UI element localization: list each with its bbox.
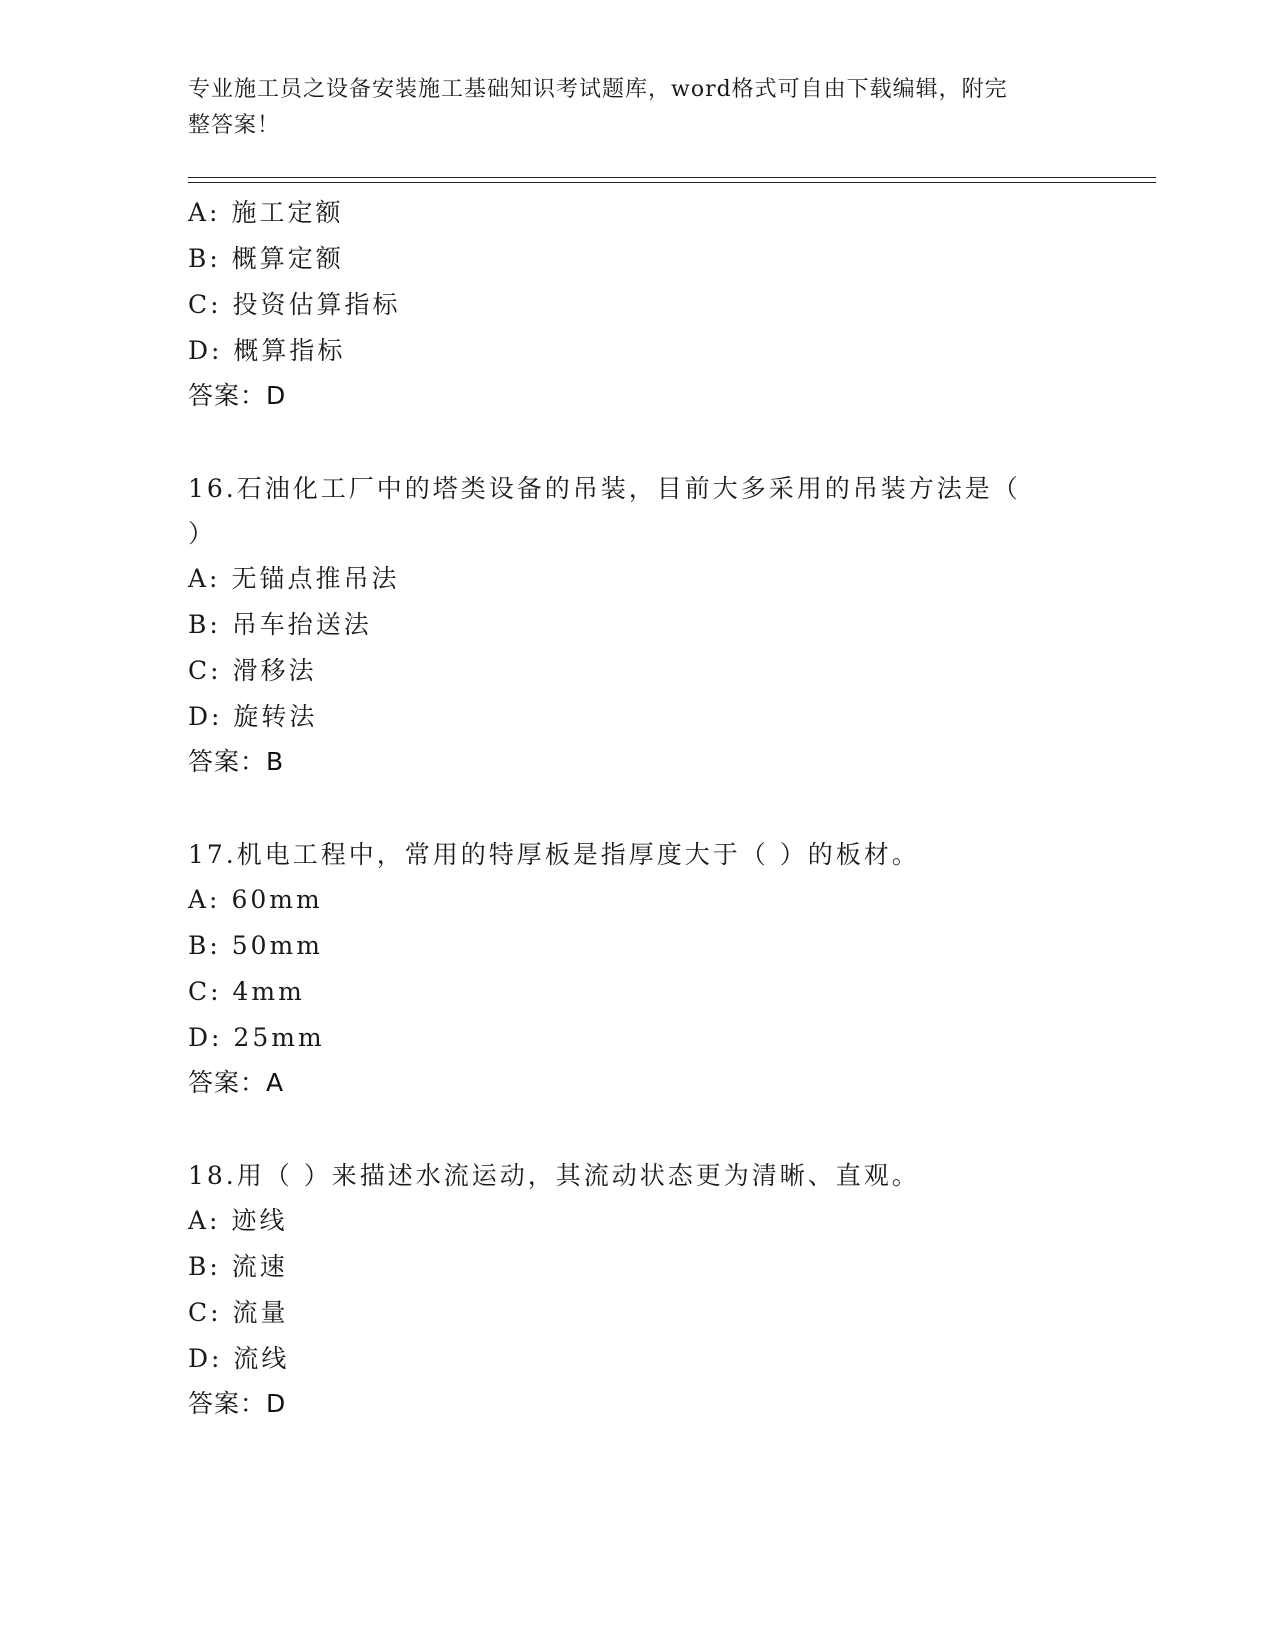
header-divider-bottom (188, 182, 1156, 183)
option-b: B: 50mm (188, 931, 323, 960)
option-b: B: 概算定额 (188, 244, 344, 273)
option-c: C: 滑移法 (188, 656, 317, 685)
question-stem: 17.机电工程中，常用的特厚板是指厚度大于（ ）的板材。 (188, 840, 920, 869)
option-d: D: 概算指标 (188, 336, 346, 365)
option-a: A: 施工定额 (188, 198, 344, 227)
question-stem: 16.石油化工厂中的塔类设备的吊装，目前大多采用的吊装方法是（ ） (188, 474, 1021, 548)
option-c: C: 流量 (188, 1298, 289, 1327)
document-header (188, 72, 1088, 144)
option-c: C: 投资估算指标 (188, 290, 401, 319)
header-line-2: 整答案！ (188, 113, 281, 138)
option-a: A: 无锚点推吊法 (188, 564, 400, 593)
option-a: A: 迹线 (188, 1206, 288, 1235)
option-c: C: 4mm (188, 977, 305, 1006)
option-b: B: 吊车抬送法 (188, 610, 372, 639)
question-15-continued (188, 190, 1088, 418)
spacer (188, 784, 1088, 832)
question-stem: 18.用（ ）来描述水流运动，其流动状态更为清晰、直观。 (188, 1161, 920, 1190)
answer: 答案：A (188, 1068, 285, 1097)
question-18 (188, 1153, 1088, 1426)
answer: 答案：B (188, 747, 285, 776)
option-b: B: 流速 (188, 1252, 288, 1281)
spacer (188, 418, 1088, 466)
spacer (188, 1105, 1088, 1153)
option-d: D: 25mm (188, 1023, 325, 1052)
question-list (188, 190, 1088, 1426)
question-17 (188, 832, 1088, 1105)
header-divider-top (188, 177, 1156, 178)
option-d: D: 旋转法 (188, 702, 318, 731)
answer: 答案：D (188, 381, 287, 410)
option-d: D: 流线 (188, 1344, 290, 1373)
question-16 (188, 466, 1088, 784)
option-a: A: 60mm (188, 885, 323, 914)
answer: 答案：D (188, 1389, 287, 1418)
header-line-1: 专业施工员之设备安装施工基础知识考试题库，word格式可自由下载编辑，附完 (188, 77, 1008, 102)
